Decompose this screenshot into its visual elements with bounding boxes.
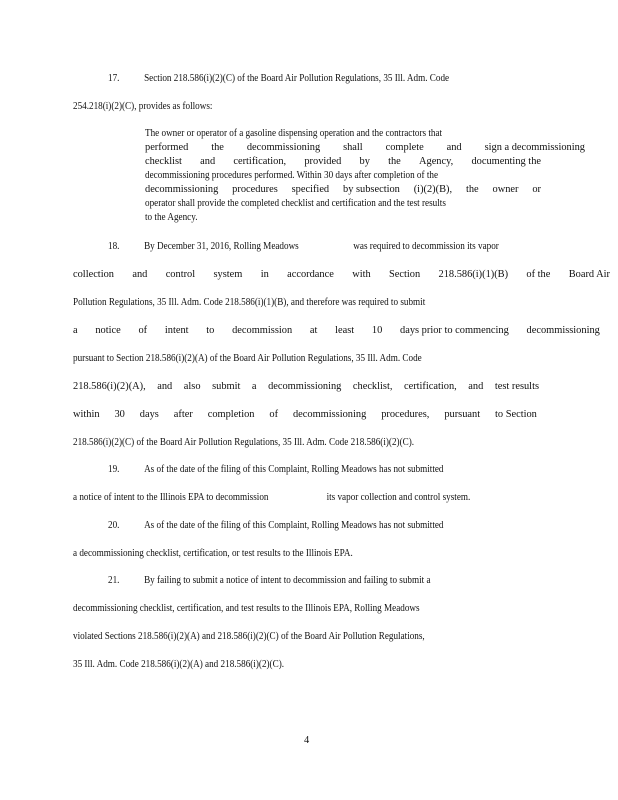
para-18-line-1: 18. By December 31, 2016, Rolling Meadows was required to decommission its vapor: [108, 241, 499, 252]
para-21-number: 21.: [108, 575, 120, 586]
para-18-line-3: Pollution Regulations, 35 Ill. Adm. Code 218.586(i)(1)(B), and therefore was required to submit: [73, 297, 426, 308]
para-20-number: 20.: [108, 520, 120, 531]
para-18-line-5: pursuant to Section 218.586(i)(2)(A) of the Board Air Pollution Regulations, 35 Ill. Adm. Code: [73, 353, 422, 364]
para-21-line-3: violated Sections 218.586(i)(2)(A) and 218.586(i)(2)(C) of the Board Air Pollution Regulations,: [73, 631, 425, 642]
para-17-number: 17.: [108, 73, 120, 84]
para-18-line-7: within 30 days after completion of decommissioning procedures, pursuant to Section: [73, 409, 537, 420]
para-17-line-2: 254.218(i)(2)(C), provides as follows:: [73, 101, 213, 112]
para-18-line-4: a notice of intent to decommission at least 10 days prior to commencing decommissioning: [73, 325, 600, 336]
para-20-line-2: a decommissioning checklist, certification, or test results to the Illinois EPA.: [73, 548, 353, 559]
para-21-line-1: 21. By failing to submit a notice of intent to decommission and failing to submit a: [108, 575, 431, 586]
quote-line-7: to the Agency.: [145, 212, 198, 223]
quote-line-4: decommissioning procedures performed. Within 30 days after completion of the: [145, 170, 439, 181]
para-21-line-4: 35 Ill. Adm. Code 218.586(i)(2)(A) and 218.586(i)(2)(C).: [73, 659, 285, 670]
para-18-line-6: 218.586(i)(2)(A), and also submit a decommissioning checklist, certification, and test results: [73, 381, 539, 392]
quote-line-3: checklist and certification, provided by the Agency, documenting the: [145, 156, 541, 167]
para-19-line-2: a notice of intent to the Illinois EPA to decommission its vapor collection and control system.: [73, 492, 471, 503]
para-19-number: 19.: [108, 464, 120, 475]
quote-line-5: decommissioning procedures specified by subsection (i)(2)(B), the owner or: [145, 184, 541, 195]
quote-line-1: The owner or operator of a gasoline dispensing operation and the contractors that: [145, 128, 443, 139]
para-21-line-2: decommissioning checklist, certification, and test results to the Illinois EPA, Rolling Meadows: [73, 603, 420, 614]
quote-line-2: performed the decommissioning shall complete and sign a decommissioning: [145, 142, 585, 153]
page-number: 4: [304, 735, 310, 746]
para-18-number: 18.: [108, 241, 120, 252]
para-20-line-1: 20. As of the date of the filing of this Complaint, Rolling Meadows has not submitted: [108, 520, 444, 531]
para-18-line-2: collection and control system in accordance with Section 218.586(i)(1)(B) of the Board Air: [73, 269, 610, 280]
quote-line-6: operator shall provide the completed checklist and certification and the test results: [145, 198, 446, 209]
para-18-line-8: 218.586(i)(2)(C) of the Board Air Pollution Regulations, 35 Ill. Adm. Code 218.586(i)(2)(C).: [73, 437, 415, 448]
para-17-line-1: 17. Section 218.586(i)(2)(C) of the Board Air Pollution Regulations, 35 Ill. Adm. Code: [108, 73, 450, 84]
para-19-line-1: 19. As of the date of the filing of this Complaint, Rolling Meadows has not submitted: [108, 464, 444, 475]
